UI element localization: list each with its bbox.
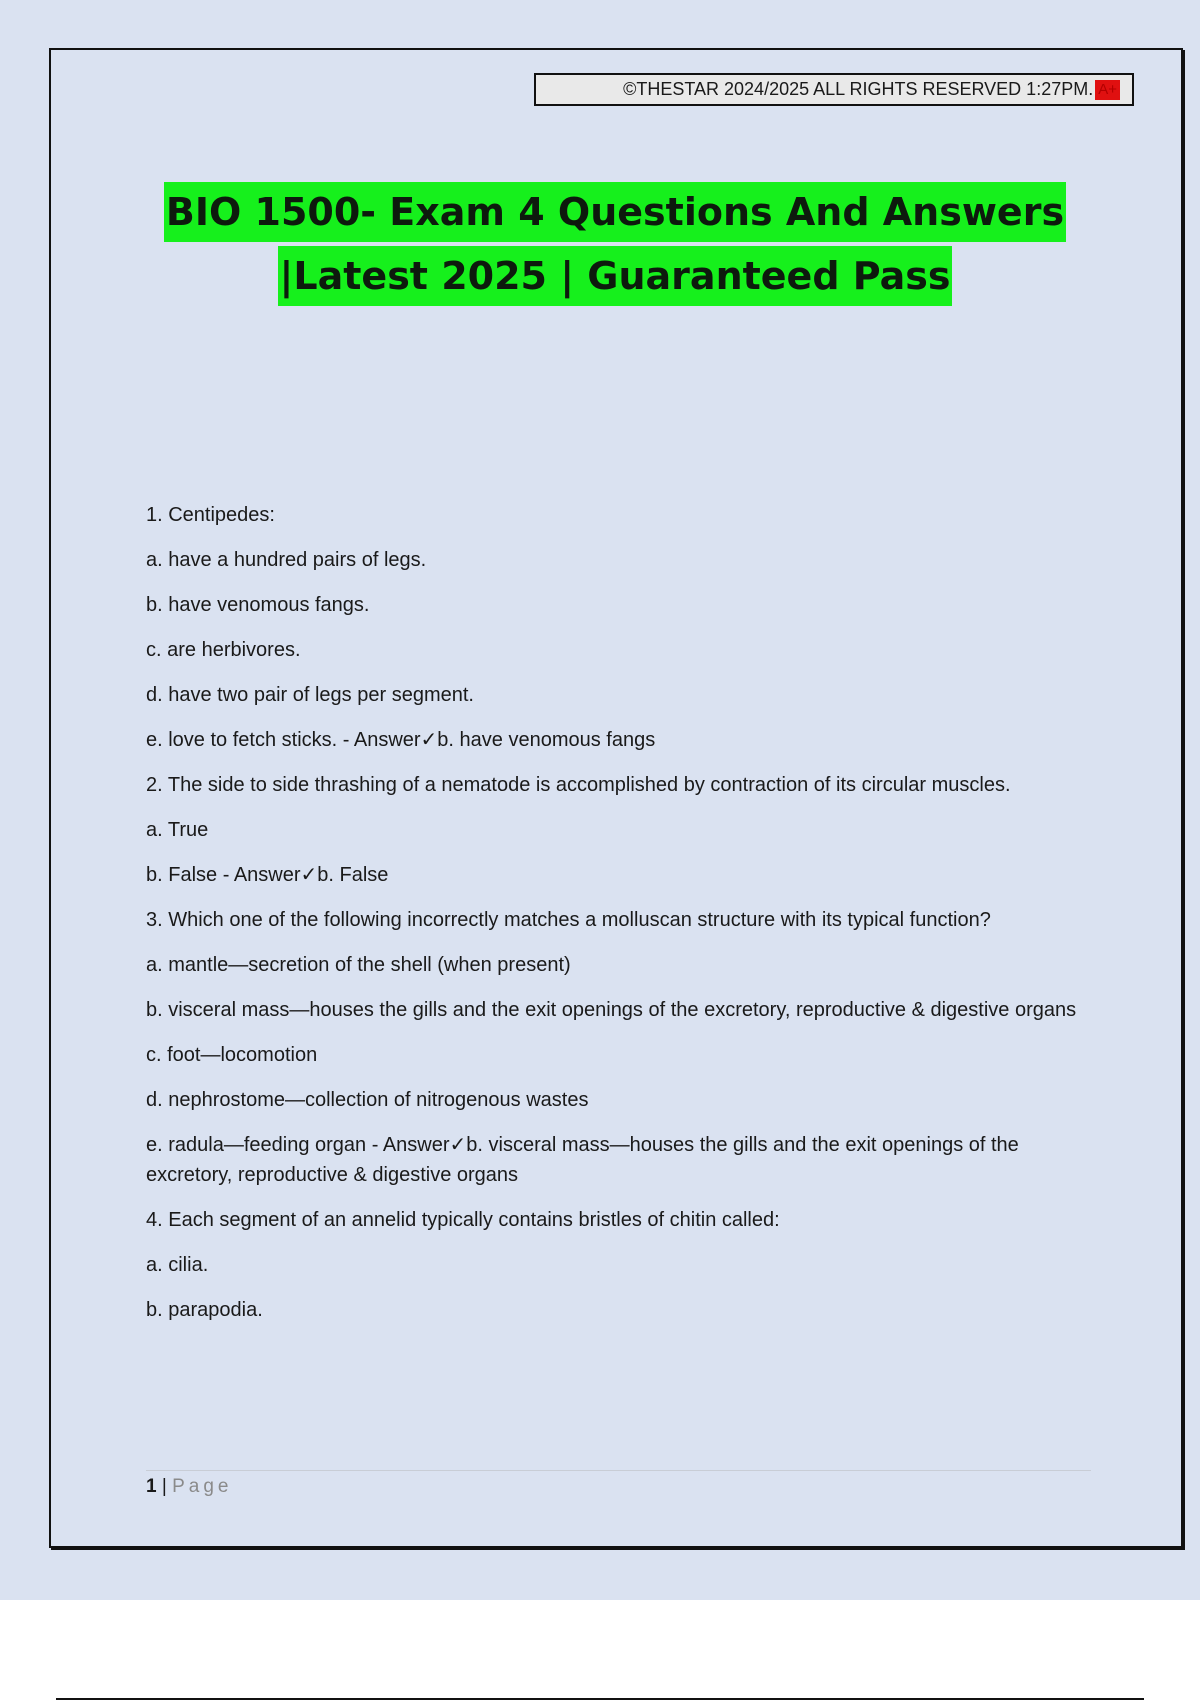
- question-line: e. radula—feeding organ - Answer✓b. visceral mass—houses the gills and the exit openings of the excretory, reproductive & digestive organs: [146, 1134, 1019, 1186]
- question-line: 1. Centipedes:: [146, 504, 275, 526]
- grade-badge: A+: [1095, 80, 1120, 100]
- question-line: a. cilia.: [146, 1254, 209, 1276]
- question-line: d. nephrostome—collection of nitrogenous wastes: [146, 1089, 589, 1111]
- question-line: b. False - Answer✓b. False: [146, 864, 389, 886]
- question-line: 3. Which one of the following incorrectly matches a molluscan structure with its typical function?: [146, 909, 991, 931]
- title-line-2: |Latest 2025 | Guaranteed Pass: [278, 246, 953, 306]
- document-title: [60, 180, 1170, 308]
- question-line: e. love to fetch sticks. - Answer✓b. have venomous fangs: [146, 729, 656, 751]
- question-line: a. True: [146, 819, 209, 841]
- copyright-text: ©THESTAR 2024/2025 ALL RIGHTS RESERVED 1:27PM.: [623, 79, 1094, 99]
- question-line: 4. Each segment of an annelid typically contains bristles of chitin called:: [146, 1209, 780, 1231]
- footer-separator: |: [156, 1476, 173, 1497]
- question-list: [146, 500, 1096, 1340]
- page-number: 1: [146, 1476, 157, 1497]
- copyright-header: [534, 73, 1134, 106]
- question-line: d. have two pair of legs per segment.: [146, 684, 474, 706]
- question-line: a. have a hundred pairs of legs.: [146, 549, 427, 571]
- question-line: b. parapodia.: [146, 1299, 263, 1321]
- question-line: b. visceral mass—houses the gills and the exit openings of the excretory, reproductive & digestive organs: [146, 999, 1077, 1021]
- question-line: c. foot—locomotion: [146, 1044, 318, 1066]
- footer-divider: [146, 1470, 1091, 1471]
- page-footer: [146, 1472, 232, 1502]
- question-line: 2. The side to side thrashing of a nematode is accomplished by contraction of its circular muscles.: [146, 774, 1011, 796]
- question-line: c. are herbivores.: [146, 639, 301, 661]
- page-label: Page: [172, 1476, 233, 1497]
- question-line: a. mantle—secretion of the shell (when present): [146, 954, 571, 976]
- question-line: b. have venomous fangs.: [146, 594, 370, 616]
- title-line-1: BIO 1500- Exam 4 Questions And Answers: [164, 182, 1066, 242]
